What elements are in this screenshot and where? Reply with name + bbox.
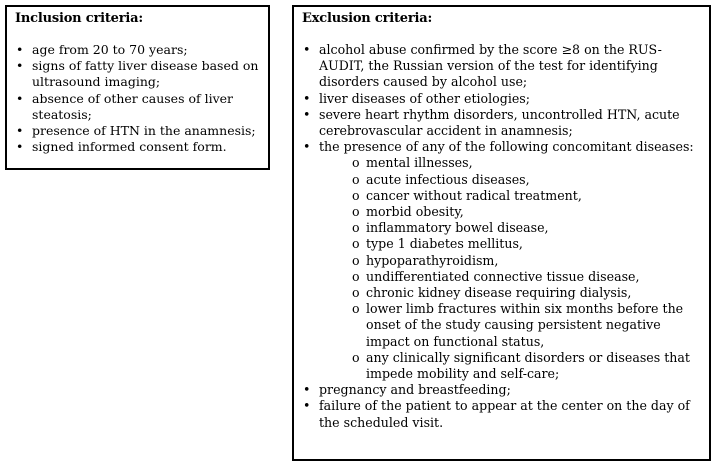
inclusion-criteria-box <box>5 5 270 170</box>
list-item <box>15 139 260 155</box>
list-item-text: presence of HTN in the anamnesis; <box>32 123 256 139</box>
bullet-icon: • <box>303 90 311 106</box>
sub-list-item-text: chronic kidney disease requiring dialysis, <box>366 285 632 301</box>
sub-list-item <box>352 155 701 171</box>
sub-list-item-text: any clinically significant disorders or diseases that impede mobility and self-care; <box>366 349 690 382</box>
circle-bullet-icon: o <box>352 171 360 187</box>
bullet-icon: • <box>303 139 311 155</box>
circle-bullet-icon: o <box>352 349 360 365</box>
sub-list-item-text: inflammatory bowel disease, <box>366 220 549 236</box>
list-item-text: signs of fatty liver disease based on ultrasound imaging; <box>32 58 259 90</box>
sub-list-item <box>352 172 701 188</box>
circle-bullet-icon: o <box>352 301 360 317</box>
sub-list-item <box>352 285 701 301</box>
bullet-icon: • <box>303 398 311 414</box>
circle-bullet-icon: o <box>352 285 360 301</box>
list-item-text: signed informed consent form. <box>32 139 227 155</box>
concomitant-diseases-sublist <box>319 155 701 382</box>
sub-list-item <box>352 301 701 350</box>
list-item <box>302 107 701 139</box>
sub-list-item <box>352 204 701 220</box>
circle-bullet-icon: o <box>352 187 360 203</box>
list-item-text: pregnancy and breastfeeding; <box>319 382 511 398</box>
sub-list-item <box>352 220 701 236</box>
sub-list-item <box>352 253 701 269</box>
list-item <box>302 42 701 91</box>
list-item <box>302 91 701 107</box>
exclusion-criteria-title: Exclusion criteria: <box>302 11 433 26</box>
sub-list-item <box>352 236 701 252</box>
list-item-text: the presence of any of the following concomitant diseases: <box>319 139 694 155</box>
bullet-icon: • <box>303 106 311 122</box>
sub-list-item-text: type 1 diabetes mellitus, <box>366 236 523 252</box>
inclusion-criteria-list <box>15 42 260 155</box>
sub-list-item-text: morbid obesity, <box>366 204 464 220</box>
circle-bullet-icon: o <box>352 204 360 220</box>
sub-list-item-text: acute infectious diseases, <box>366 171 530 187</box>
bullet-icon: • <box>16 123 24 139</box>
list-item-text: alcohol abuse confirmed by the score ≥8 on the RUS-AUDIT, the Russian version of the test for identifying disorders caused by alcohol use; <box>319 42 662 90</box>
list-item <box>302 398 701 430</box>
bullet-icon: • <box>303 42 311 57</box>
list-item <box>15 91 260 123</box>
circle-bullet-icon: o <box>352 252 360 268</box>
list-item <box>15 42 260 58</box>
circle-bullet-icon: o <box>352 155 360 171</box>
list-item-text: age from 20 to 70 years; <box>32 42 188 57</box>
sub-list-item <box>352 350 701 382</box>
bullet-icon: • <box>303 382 311 398</box>
sub-list-item-text: lower limb fractures within six months before the onset of the study causing persistent negative impact on functional status, <box>366 301 684 349</box>
sub-list-item-text: mental illnesses, <box>366 155 473 171</box>
list-item-text: liver diseases of other etiologies; <box>319 90 531 106</box>
inclusion-criteria-title: Inclusion criteria: <box>15 11 143 26</box>
circle-bullet-icon: o <box>352 268 360 284</box>
bullet-icon: • <box>16 90 24 106</box>
list-item <box>302 139 701 382</box>
bullet-icon: • <box>16 139 24 155</box>
list-item <box>15 123 260 139</box>
list-item-text: absence of other causes of liver steatosis; <box>32 90 234 122</box>
sub-list-item <box>352 188 701 204</box>
circle-bullet-icon: o <box>352 236 360 252</box>
list-item <box>15 58 260 90</box>
sub-list-item-text: hypoparathyroidism, <box>366 252 499 268</box>
sub-list-item <box>352 269 701 285</box>
sub-list-item-text: cancer without radical treatment, <box>366 187 582 203</box>
bullet-icon: • <box>16 42 24 57</box>
exclusion-criteria-list <box>302 42 701 431</box>
sub-list-item-text: undifferentiated connective tissue disease, <box>366 268 640 284</box>
list-item <box>302 382 701 398</box>
bullet-icon: • <box>16 58 24 74</box>
list-item-text: severe heart rhythm disorders, uncontrolled HTN, acute cerebrovascular accident in anamnesis; <box>319 106 680 139</box>
circle-bullet-icon: o <box>352 220 360 236</box>
exclusion-criteria-box <box>292 5 711 461</box>
list-item-text: failure of the patient to appear at the center on the day of the scheduled visit. <box>319 398 690 430</box>
